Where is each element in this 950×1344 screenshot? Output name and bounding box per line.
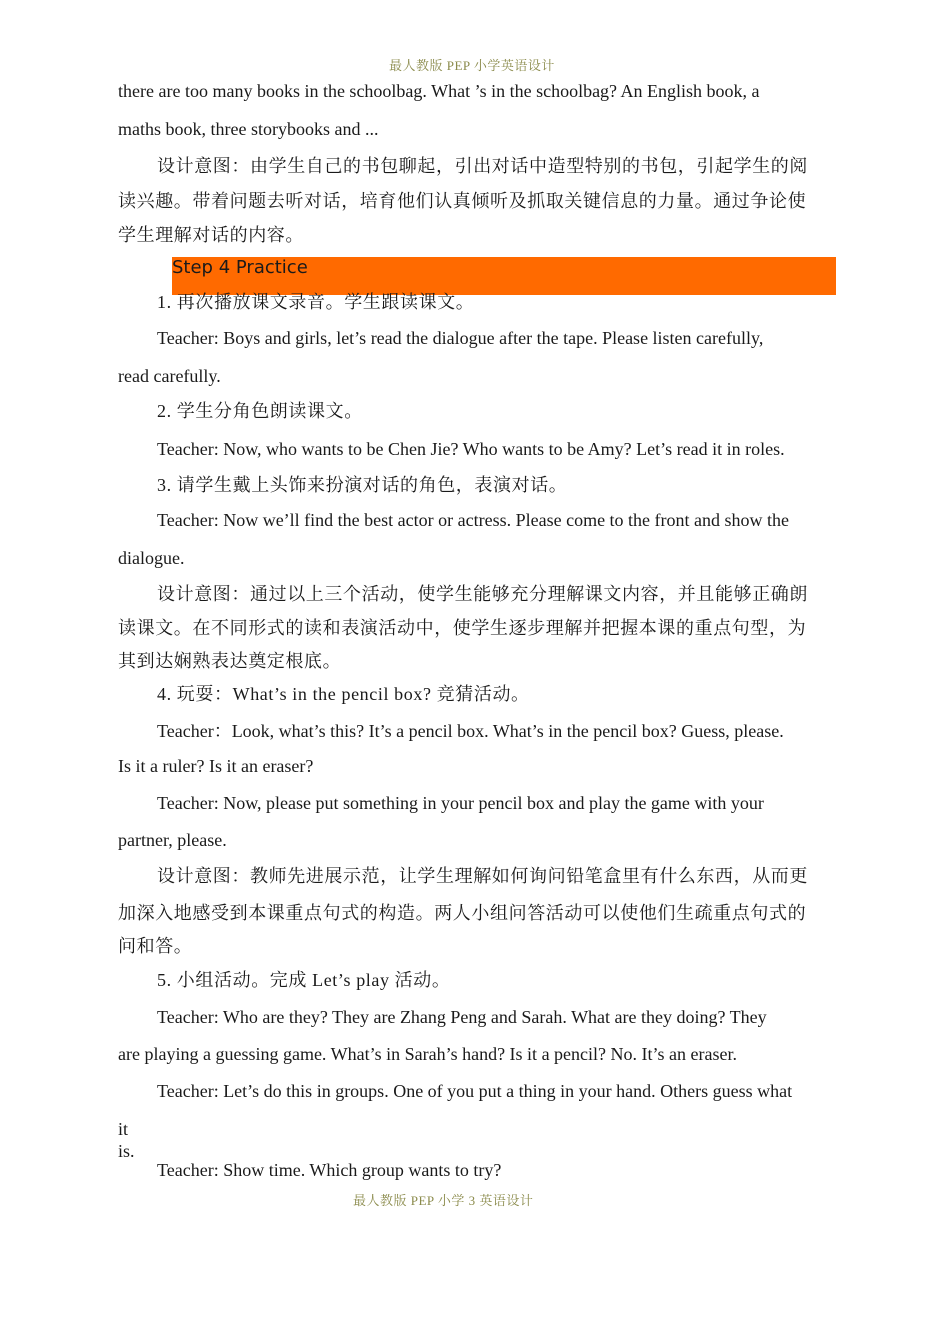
- design-intent-line: 学生理解对话的内容。: [118, 225, 304, 245]
- design-intent-line: 设计意图：由学生自己的书包聊起，引出对话中造型特别的书包，引起学生的阅: [157, 156, 808, 176]
- step-item: 5. 小组活动。完成 Let’s play 活动。: [157, 970, 451, 990]
- design-intent-line: 其到达娴熟表达奠定根底。: [118, 651, 342, 671]
- body-line: Teacher: Boys and girls, let’s read the dialogue after the tape. Please listen carefully,: [157, 328, 764, 348]
- body-line: Teacher: Now, who wants to be Chen Jie? Who wants to be Amy? Let’s read it in roles.: [157, 439, 785, 459]
- step-item: 1. 再次播放课文录音。学生跟读课文。: [157, 292, 475, 312]
- body-line: there are too many books in the schoolbag. What ’s in the schoolbag? An English book, a: [118, 81, 760, 101]
- body-line: read carefully.: [118, 366, 221, 386]
- design-intent-line: 读兴趣。带着问题去听对话，培育他们认真倾听及抓取关键信息的力量。通过争论使: [118, 191, 807, 211]
- design-intent-line: 加深入地感受到本课重点句式的构造。两人小组问答活动可以使他们生疏重点句式的: [118, 903, 807, 923]
- design-intent-line: 问和答。: [118, 936, 193, 956]
- body-line: Teacher：Look, what’s this? It’s a pencil box. What’s in the pencil box? Guess, please.: [157, 721, 784, 741]
- body-line: Teacher: Now, please put something in your pencil box and play the game with your: [157, 793, 764, 813]
- step-item: 3. 请学生戴上头饰来扮演对话的角色，表演对话。: [157, 475, 568, 495]
- body-line: dialogue.: [118, 548, 185, 568]
- step-item: 4. 玩耍：What’s in the pencil box? 竞猜活动。: [157, 684, 530, 704]
- section-heading: Step 4 Practice: [172, 257, 308, 278]
- body-line: it: [118, 1119, 129, 1139]
- body-line: Teacher: Show time. Which group wants to try?: [157, 1160, 502, 1180]
- body-line: Teacher: Let’s do this in groups. One of you put a thing in your hand. Others guess what: [157, 1081, 793, 1101]
- body-line: partner, please.: [118, 830, 227, 850]
- body-line: is.: [118, 1141, 135, 1161]
- body-line: Teacher: Now we’ll find the best actor or actress. Please come to the front and show the: [157, 510, 790, 530]
- page-footer: 最人教版 PEP 小学 3 英语设计: [353, 1193, 534, 1208]
- design-intent-line: 设计意图：教师先进展示范，让学生理解如何询问铅笔盒里有什么东西，从而更: [157, 866, 808, 886]
- body-line: Is it a ruler? Is it an eraser?: [118, 756, 314, 776]
- body-line: maths book, three storybooks and ...: [118, 119, 379, 139]
- design-intent-line: 读课文。在不同形式的读和表演活动中，使学生逐步理解并把握本课的重点句型，为: [118, 618, 807, 638]
- step-item: 2. 学生分角色朗读课文。: [157, 401, 363, 421]
- design-intent-line: 设计意图：通过以上三个活动，使学生能够充分理解课文内容，并且能够正确朗: [157, 584, 808, 604]
- body-line: Teacher: Who are they? They are Zhang Peng and Sarah. What are they doing? They: [157, 1007, 767, 1027]
- page-header: 最人教版 PEP 小学英语设计: [389, 58, 555, 73]
- body-line: are playing a guessing game. What’s in Sarah’s hand? Is it a pencil? No. It’s an eraser.: [118, 1044, 737, 1064]
